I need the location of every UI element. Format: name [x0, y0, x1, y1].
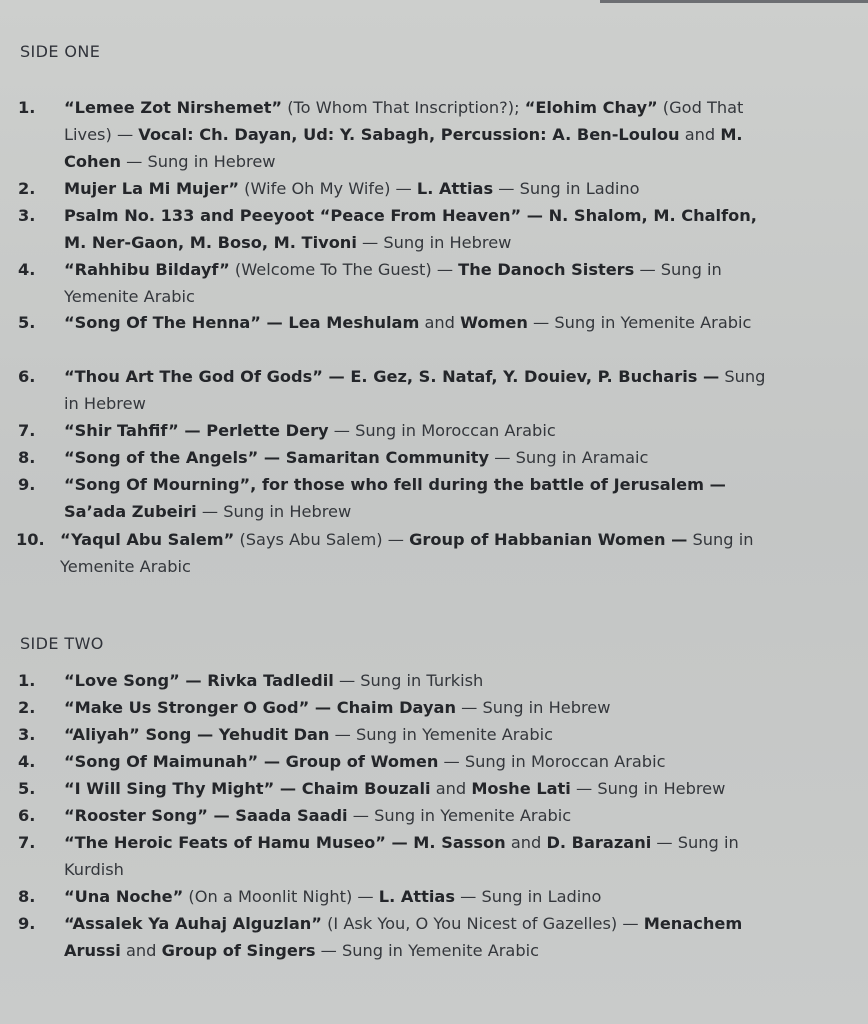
track-text-regular: — Sung in Ladino [454, 887, 602, 906]
track-text-bold: “Una Noche” [64, 887, 184, 906]
track-number: 8. [18, 887, 36, 906]
track-text-bold: L. Attias [378, 887, 455, 906]
track-text-bold: Psalm No. 133 and Peeyoot “Peace From Heaven” — N. Shalom, M. Chalfon, M. Ner-Gaon, M. Boso, M. Tivoni [64, 206, 757, 252]
track-text [64, 721, 768, 748]
track-text [64, 202, 768, 256]
track-text-bold: Mujer La Mi Mujer” [64, 179, 240, 198]
track-text-bold: “Song Of The Henna” — Lea Meshulam [64, 313, 420, 332]
track-number: 4. [18, 752, 36, 771]
track-text-regular: Sung in Yemenite Arabic [60, 530, 754, 576]
track-text-regular: — Sung in Yemenite Arabic [64, 260, 722, 306]
track-text-bold: Moshe Lati [471, 779, 571, 798]
track-text [64, 748, 768, 775]
track-text-regular: — Sung in Kurdish [64, 833, 739, 879]
track-text [64, 175, 768, 202]
track-text-bold: L. Attias [416, 179, 494, 198]
track-text-bold: “Rooster Song” — Saada Saadi [64, 806, 348, 825]
track-text-bold: “Aliyah” Song — Yehudit Dan [64, 725, 330, 744]
track-text-regular: — Sung in Yemenite Arabic [347, 806, 572, 825]
track-text-bold: “Lemee Zot Nirshemet” [64, 98, 283, 117]
side-two-heading: SIDE TWO [20, 634, 104, 653]
track-text-regular: — Sung in Hebrew [455, 698, 611, 717]
track-text-bold: “I Will Sing Thy Might” — Chaim Bouzali [64, 779, 431, 798]
track-text-regular: (God That Lives) — [64, 98, 744, 144]
track-text [60, 526, 768, 580]
track-text-regular: (I Ask You, O You Nicest of Gazelles) — [321, 914, 644, 933]
track-text-regular: (Welcome To The Guest) — [229, 260, 459, 279]
track-text-regular: — Sung in Ladino [493, 179, 640, 198]
track-text-bold: “Make Us Stronger O God” — Chaim Dayan [64, 698, 456, 717]
track-text-bold: Group of Singers [161, 941, 316, 960]
track-text-bold: “Love Song” — Rivka Tadledil [64, 671, 334, 690]
track-number: 3. [18, 206, 36, 225]
track-number: 2. [18, 698, 36, 717]
track-text [64, 94, 768, 175]
track-text-bold: “Song of the Angels” — Samaritan Community [64, 448, 490, 467]
track-text [64, 910, 768, 964]
track-text-bold: “Yaqul Abu Salem” [60, 530, 235, 549]
track-text [64, 694, 768, 721]
track-text-bold: “Song Of Mourning”, for those who fell during the battle of Jerusalem — Sa’ada Zubeiri [64, 475, 726, 521]
track-number: 6. [18, 367, 36, 386]
track-text-regular: Sung in Hebrew [64, 367, 766, 413]
track-text-regular: — Sung in Yemenite Arabic [527, 313, 752, 332]
track-text-bold: The Danoch Sisters [458, 260, 635, 279]
track-text-regular: (Wife Oh My Wife) — [239, 179, 417, 198]
track-text-bold: Group of Habbanian Women — [409, 530, 688, 549]
track-number: 8. [18, 448, 36, 467]
track-text [64, 256, 768, 310]
track-text-regular: — Sung in Hebrew [356, 233, 512, 252]
track-text [64, 363, 768, 417]
track-text-regular: — Sung in Aramaic [489, 448, 649, 467]
track-number: 5. [18, 313, 36, 332]
track-text-bold: “Song Of Maimunah” — Group of Women [64, 752, 439, 771]
track-text [64, 829, 768, 883]
track-number: 2. [18, 179, 36, 198]
track-text-regular: — Sung in Yemenite Arabic [329, 725, 554, 744]
track-text-regular: and [679, 125, 721, 144]
track-text-regular: (Says Abu Salem) — [234, 530, 410, 549]
track-text-bold: M. Cohen [64, 125, 743, 171]
track-text-bold: Vocal: Ch. Dayan, Ud: Y. Sabagh, Percussion: A. Ben-Loulou [138, 125, 680, 144]
sleeve-edge [600, 0, 868, 3]
track-text-bold: “Shir Tahfif” — Perlette Dery [64, 421, 329, 440]
track-text-regular: — Sung in Hebrew [196, 502, 352, 521]
track-text-regular: — Sung in Turkish [333, 671, 484, 690]
track-text [64, 802, 768, 829]
track-number: 9. [18, 914, 36, 933]
side-one-heading: SIDE ONE [20, 42, 101, 61]
track-text-regular: and [430, 779, 472, 798]
track-number: 3. [18, 725, 36, 744]
track-text-regular: — Sung in Yemenite Arabic [315, 941, 540, 960]
track-text [64, 775, 768, 802]
track-text-bold: D. Barazani [546, 833, 652, 852]
track-text-bold: “Elohim Chay” [524, 98, 658, 117]
track-text-regular: and [120, 941, 162, 960]
track-text-regular: and [419, 313, 461, 332]
track-text-regular: — Sung in Moroccan Arabic [438, 752, 666, 771]
track-number: 5. [18, 779, 36, 798]
track-text-bold: “Assalek Ya Auhaj Alguzlan” [64, 914, 322, 933]
track-text [64, 471, 768, 525]
track-text-bold: Menachem Arussi [64, 914, 743, 960]
track-text-regular: (To Whom That Inscription?); [282, 98, 525, 117]
track-number: 7. [18, 421, 36, 440]
track-number: 10. [16, 530, 45, 549]
track-text-regular: and [505, 833, 547, 852]
track-number: 6. [18, 806, 36, 825]
track-text [64, 444, 768, 471]
track-number: 1. [18, 671, 36, 690]
track-text-bold: Women [460, 313, 528, 332]
track-text-bold: “Thou Art The God Of Gods” — E. Gez, S. Nataf, Y. Douiev, P. Bucharis — [64, 367, 720, 386]
track-text [64, 309, 768, 336]
track-text-regular: (On a Moonlit Night) — [183, 887, 379, 906]
track-text-regular: — Sung in Moroccan Arabic [328, 421, 556, 440]
track-text-bold: “The Heroic Feats of Hamu Museo” — M. Sasson [64, 833, 506, 852]
track-text-regular: — Sung in Hebrew [121, 152, 276, 171]
track-text [64, 667, 768, 694]
track-number: 4. [18, 260, 36, 279]
track-text-bold: “Rahhibu Bildayf” [64, 260, 230, 279]
track-text-regular: — Sung in Hebrew [570, 779, 726, 798]
track-number: 1. [18, 98, 36, 117]
track-text [64, 883, 768, 910]
track-number: 9. [18, 475, 36, 494]
track-text [64, 417, 768, 444]
track-number: 7. [18, 833, 36, 852]
